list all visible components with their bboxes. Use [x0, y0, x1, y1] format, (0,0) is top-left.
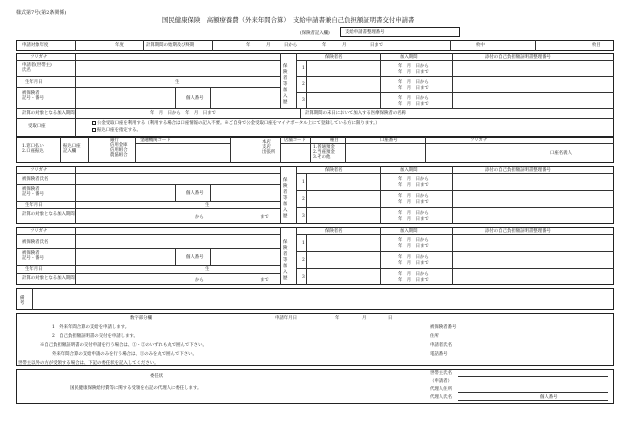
address-field: 住所	[430, 334, 439, 339]
claim-year-suffix: 年度	[115, 43, 124, 48]
applicant-name-field: 申請者氏名	[430, 343, 452, 348]
agent-individual-no: 個人番号	[540, 395, 558, 400]
account-types: 1.普通預金 2.当座預金 3.その他	[313, 145, 335, 160]
transfer-label: 振込口座 記入欄	[63, 144, 81, 154]
declaration-line1: 1 外来年間合算の支給を申請します。	[52, 325, 130, 330]
birth-suffix: 生	[175, 80, 180, 85]
insurer-history-vertical: 保険者等加入歴	[283, 64, 288, 105]
insured-no-label: 被保険者 記号・番号	[22, 91, 44, 101]
insurer-section-label: (保険者記入欄)	[300, 31, 330, 36]
agent-address-label: 代理人住所	[430, 387, 452, 392]
applicant-name-label: 申請者(世帯主) 氏名	[22, 63, 52, 73]
receipt-opt1[interactable]: 公金受取口座を利用する（利用する場合は口座情報の記入不要。※ご自身で公金受取口座をマイナポータル上にて登録している方に限ります。）	[92, 121, 380, 126]
receipt-opt2[interactable]: 振込口座を指定する。	[92, 128, 141, 133]
date-label: 申請年月日	[275, 316, 297, 321]
receipt-opt2-checkbox[interactable]	[92, 128, 96, 132]
birth-label: 生年月日	[25, 80, 43, 85]
insurer-section-field: 支給申請書整理番号	[345, 30, 385, 35]
account-type-label: 種目	[330, 138, 339, 143]
branch-type: 本店 支店 出張所	[262, 140, 276, 155]
form-number: 様式第7号(第2条関係)	[16, 10, 67, 16]
join-period-header: 加入期間	[400, 55, 418, 60]
phone-field: 電話番号	[430, 352, 448, 357]
applicant-sub-label: （申請者）	[430, 379, 452, 384]
declaration-line4: 外来年間合算の支給申請のみを行う場合は、①のみを丸で囲んで下さい。	[52, 352, 197, 357]
cert-no-header: 添付の自己負担額証明書整理番号	[485, 55, 551, 60]
member-block-1	[16, 166, 614, 224]
holder-label: 口座名義人	[550, 151, 572, 156]
hh-name-label: 世帯主氏名	[430, 371, 452, 376]
calc-period-label: 計算期間の始期及び終期	[146, 43, 195, 48]
other-insurer-label: 計算期間の末日において加入する医療保険者の名称	[305, 111, 406, 116]
period-text: 年 月 日から 年 月 日まで	[150, 111, 216, 116]
declaration-line2: 2 自己負担額証明書の交付を申請します。	[52, 334, 138, 339]
prior-insurer-header: 保険者名	[325, 55, 343, 60]
proxy-body: 国民健康保険給付費等に関する受領を右記の代理人に委任します。	[70, 386, 202, 391]
branch-code-label: 店舗コード	[284, 138, 306, 143]
bank-code-label: 金融機関コード	[140, 138, 171, 143]
holder-furigana: フリガナ	[470, 138, 488, 143]
declaration-block	[16, 313, 614, 366]
receipt-opt1-checkbox[interactable]	[92, 121, 96, 125]
account-no-label: 口座番号	[380, 138, 398, 143]
proxy-header: 委任状	[150, 374, 164, 379]
remarks-box[interactable]	[16, 288, 614, 310]
page-total: 枚中	[476, 43, 485, 48]
agent-name-label: 代理人氏名	[430, 395, 452, 400]
payment-method: 1.窓口払い 2.口座振込	[22, 144, 44, 154]
claim-period-row	[16, 40, 614, 51]
declaration-header: 数字部分欄	[130, 316, 152, 321]
member-block-2	[16, 227, 614, 285]
receipt-label: 受取口座	[28, 124, 46, 129]
declaration-line3: ※自己負担額証明書の交付申請を行う場合は、①・②のいずれも丸で囲んで下さい。	[40, 343, 207, 348]
period-label: 計算の対象となる加入期間	[22, 111, 75, 116]
form-title: 国民健康保険 高額療養費（外来年間合算） 支給申請書兼自己負担額証明書交付申請書	[162, 16, 415, 24]
individual-no-label: 個人番号	[186, 96, 204, 101]
insured-no-field: 被保険者番号	[430, 325, 457, 330]
claim-year-label: 申請対象年度	[22, 43, 49, 48]
proxy-note: 世帯主以外の方が受領する場合は、下記の委任状を記入してください。	[18, 361, 159, 366]
remarks-label: 備考	[20, 296, 25, 306]
bank-type: 銀行 信用金庫 信用組合 農協組合	[110, 138, 128, 158]
furigana-label: フリガナ	[30, 55, 48, 60]
page-number: 枚目	[592, 43, 601, 48]
